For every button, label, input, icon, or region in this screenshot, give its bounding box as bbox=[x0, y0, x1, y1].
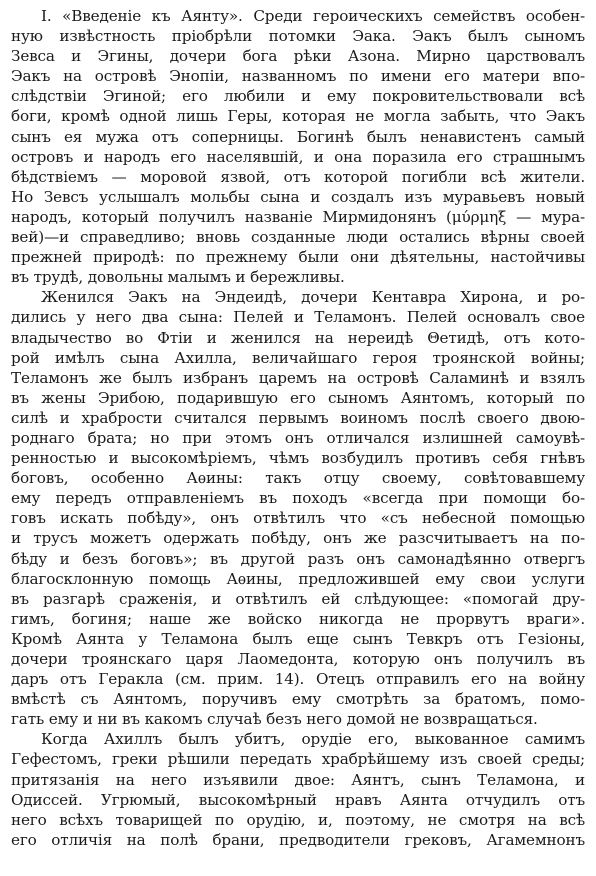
document-page bbox=[11, 6, 585, 870]
text-line: силѣ и храбрости считался первымъ воиномъ послѣ своего двою- bbox=[11, 408, 585, 427]
text-line: народъ, который получилъ названіе Мирмидонянъ (μύρμηξ — мура- bbox=[11, 207, 585, 226]
text-line: слѣдствіи Эгиной; его любили и ему покровительствовали всѣ bbox=[11, 87, 585, 106]
text-line: дочери троянскаго царя Лаомедонта, которую онъ получилъ въ bbox=[11, 650, 585, 668]
text-line: бѣду и безъ боговъ»; въ другой разъ онъ самонадѣянно отвергъ bbox=[11, 549, 585, 568]
text-line: вмѣстѣ съ Аянтомъ, поручивъ ему смотрѣть за братомъ, помо- bbox=[11, 690, 585, 709]
text-line: Когда Ахиллъ былъ убитъ, орудіе его, выкованное самимъ bbox=[41, 730, 585, 749]
text-line: притязанія на него изъявили двое: Аянтъ, сынъ Теламона, и bbox=[11, 770, 585, 789]
text-line: въ разгарѣ сраженія, и отвѣтилъ ей слѣдующее: «помогай дру- bbox=[11, 589, 585, 608]
text-line: Эакъ на островѣ Энопіи, названномъ по имени его матери впо- bbox=[11, 67, 585, 86]
text-line: его отличія на полѣ брани, предводители грековъ, Агамемнонъ bbox=[11, 830, 585, 849]
text-line: рой имѣлъ сына Ахилла, величайшаго героя троянской войны; bbox=[11, 348, 585, 367]
text-line: Но Зевсъ услышалъ мольбы сына и создалъ изъ муравьевъ новый bbox=[11, 187, 585, 206]
text-line: ную извѣстность пріобрѣли потомки Эака. Эакъ былъ сыномъ bbox=[11, 27, 585, 46]
text-line: дились у него два сына: Пелей и Теламонъ. Пелей основалъ свое bbox=[11, 308, 585, 327]
text-line: ему передъ отправленіемъ въ походъ «всегда при помощи бо- bbox=[11, 489, 585, 508]
text-line: боги, кромѣ одной лишь Геры, которая не могла забыть, что Эакъ bbox=[11, 107, 585, 126]
text-line: боговъ, особенно Аѳины: такъ отцу своему, совѣтовавшему bbox=[11, 469, 585, 488]
text-line: Женился Эакъ на Эндеидѣ, дочери Кентавра Хирона, и ро- bbox=[41, 288, 585, 307]
paragraph-ajax-lineage bbox=[11, 287, 585, 729]
text-line: I. «Введеніе къ Аянту». Среди героическихъ семействъ особен- bbox=[41, 7, 585, 25]
text-line: благосклонную помощь Аѳины, предложившей ему свои услуги bbox=[11, 569, 585, 588]
text-line: даръ отъ Геракла (см. прим. 14). Отецъ отправилъ его на войну bbox=[11, 670, 585, 689]
text-line: гать ему и ни въ какомъ случаѣ безъ него домой не возвращаться. bbox=[11, 710, 538, 729]
text-line: Кромѣ Аянта у Теламона былъ еще сынъ Тевкръ отъ Гезіоны, bbox=[11, 629, 585, 648]
text-line: островъ и народъ его населявшій, и она поразила его страшнымъ bbox=[11, 147, 585, 166]
text-line: въ трудѣ, довольны малымъ и бережливы. bbox=[11, 268, 345, 287]
text-line: и трусъ можетъ одержать побѣду, онъ же разсчитываетъ на по- bbox=[11, 529, 585, 548]
text-line: владычество во Фтіи и женился на нереидѣ Θетидѣ, отъ кото- bbox=[11, 328, 585, 347]
text-line: сынъ ея мужа отъ соперницы. Богинѣ былъ ненавистенъ самый bbox=[11, 127, 585, 146]
text-line: Гефестомъ, греки рѣшили передать храбрѣйшему изъ своей среды; bbox=[11, 750, 585, 769]
text-line: Зевса и Эгины, дочери бога рѣки Азона. Мирно царствовалъ bbox=[11, 47, 585, 66]
text-line: него всѣхъ товарищей по орудію, и, поэтому, не смотря на всѣ bbox=[11, 810, 585, 829]
text-line: бѣдствіемъ — моровой язвой, отъ которой погибли всѣ жители. bbox=[11, 167, 585, 186]
text-line: прежней природѣ: по прежнему были они дѣятельны, настойчивы bbox=[11, 248, 585, 267]
paragraph-achilles-armor bbox=[11, 729, 585, 850]
text-line: Теламонъ же былъ избранъ царемъ на островѣ Саламинѣ и взялъ bbox=[11, 368, 585, 387]
text-line: вей)—и справедливо; вновь созданные люди остались вѣрны своей bbox=[11, 228, 585, 247]
text-line: въ жены Эрибою, подарившую его сыномъ Аянтомъ, который по bbox=[11, 388, 585, 407]
paragraph-introduction bbox=[11, 6, 585, 287]
text-line: роднаго брата; но при этомъ онъ отличался излишней самоувѣ- bbox=[11, 428, 585, 447]
text-line: говъ искать побѣду», онъ отвѣтилъ что «съ небесной помощью bbox=[11, 509, 585, 528]
text-line: гимъ, богиня; наше же войско никогда не прорвутъ враги». bbox=[11, 609, 585, 628]
text-line: ренностью и высокомѣріемъ, чѣмъ возбудилъ противъ себя гнѣвъ bbox=[11, 449, 585, 468]
text-line: Одиссей. Угрюмый, высокомѣрный нравъ Аянта отчудилъ отъ bbox=[11, 790, 585, 809]
